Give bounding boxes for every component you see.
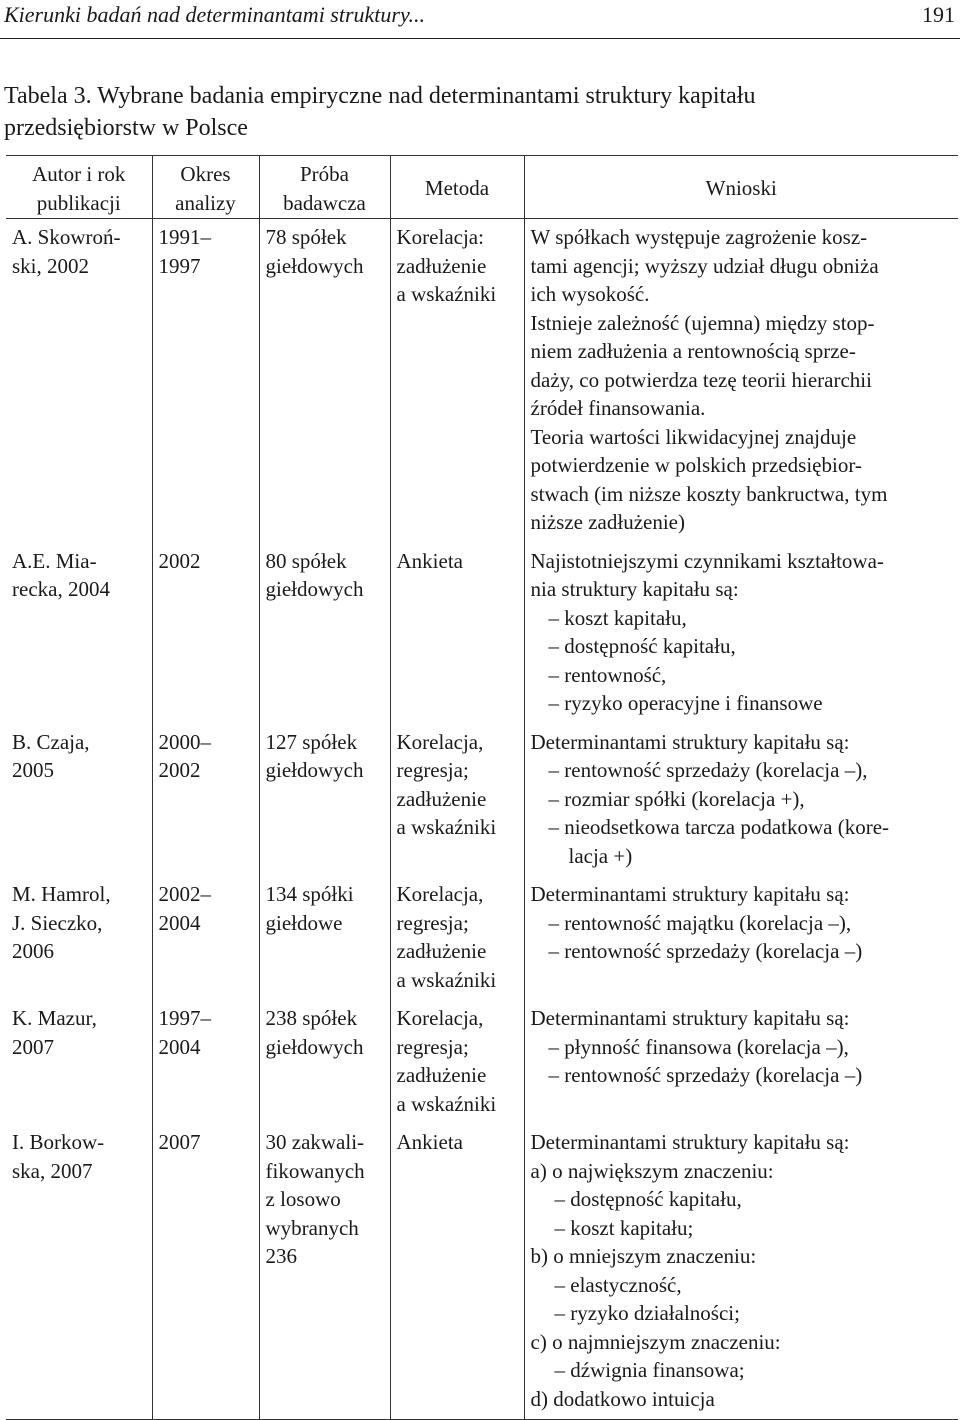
- header-period: [152, 156, 259, 219]
- period-cell: 2007: [152, 1124, 259, 1420]
- caption-line: przedsiębiorstw w Polsce: [4, 115, 248, 141]
- list-item: – elastyczność,: [531, 1271, 955, 1300]
- conclusions-cell: Determinantami struktury kapitału są: – rentowność sprzedaży (korelacja –), – rozmiar spółki (korelacja +), – nieodsetkowa tarcza podatkowa (kore- lacja +): [524, 724, 958, 877]
- conclusions-cell: W spółkach występuje zagrożenie kosz- tami agencji; wyższy udział długu obniża ich wysokość. Istnieje zależność (ujemna) między stop- niem zadłużenia a rentownością sprze- daży, co potwierdza tezę teorii hierarchii źródeł finansowania. Teoria wartości likwidacyjnej znajduje potwierdzenie w polskich przedsiębior- stwach (im niższe koszty bankructwa, tym niższe zadłużenie): [524, 219, 958, 543]
- header-line: Autor i rok: [32, 162, 126, 186]
- conclusions-cell: Determinantami struktury kapitału są: – rentowność majątku (korelacja –), – rentowność sprzedaży (korelacja –): [524, 876, 958, 1000]
- group-label: d) dodatkowo intuicja: [530, 1386, 715, 1411]
- period-cell: 2000– 2002: [152, 724, 259, 877]
- header-line: Próba: [300, 162, 349, 186]
- list-item: – rozmiar spółki (korelacja +),: [531, 785, 955, 814]
- author-cell: K. Mazur, 2007: [12, 1006, 97, 1059]
- method-cell: Korelacja, regresja; zadłużenie a wskaźniki: [390, 724, 524, 877]
- method-cell: Ankieta: [390, 1124, 524, 1420]
- list-item: – koszt kapitału;: [531, 1214, 955, 1243]
- table-row: [6, 724, 958, 877]
- sample-cell: 134 spółki giełdowe: [259, 876, 390, 1000]
- list-item: – rentowność sprzedaży (korelacja –),: [531, 756, 955, 785]
- group-label: b) o mniejszym znaczeniu:: [530, 1244, 757, 1268]
- table-row: [6, 1124, 958, 1420]
- sample-cell: 78 spółek giełdowych: [259, 219, 390, 543]
- list-item: – rentowność,: [531, 661, 955, 690]
- header-line: badawcza: [283, 190, 366, 215]
- header-conclusions: Wnioski: [524, 156, 958, 219]
- sample-cell: 238 spółek giełdowych: [259, 1000, 390, 1124]
- conclusions-cell: Determinantami struktury kapitału są: a) o największym znaczeniu: – dostępność kapitału, – koszt kapitału; b) o mniejszym znaczeniu: – elastyczność, – ryzyko działalności; c) o najmniejszym znaczeniu: – dźwignia finansowa; d) dodatkowo intuicja: [524, 1124, 958, 1420]
- list-item: – dostępność kapitału,: [531, 632, 955, 661]
- list-item: – dostępność kapitału,: [531, 1185, 955, 1214]
- sample-cell: 80 spółek giełdowych: [259, 543, 390, 724]
- conclusions-cell: Najistotniejszymi czynnikami kształtowa- nia struktury kapitału są: – koszt kapitału, – dostępność kapitału, – rentowność, – ryzyko operacyjne i finansowe: [524, 543, 958, 724]
- table-caption: [4, 80, 944, 144]
- period-cell: 1997– 2004: [152, 1000, 259, 1124]
- method-cell: Korelacja, regresja; zadłużenie a wskaźniki: [390, 876, 524, 1000]
- list-item: – rentowność sprzedaży (korelacja –): [531, 937, 955, 966]
- header-sample: [259, 156, 390, 219]
- period-cell: 2002– 2004: [152, 876, 259, 1000]
- research-table: [6, 155, 958, 1420]
- conclusions-cell: Determinantami struktury kapitału są: – płynność finansowa (korelacja –), – rentowność sprzedaży (korelacja –): [524, 1000, 958, 1124]
- running-header: [0, 0, 960, 39]
- header-line: analizy: [175, 190, 236, 215]
- author-cell: I. Borkow- ska, 2007: [6, 1124, 152, 1420]
- header-author: [6, 156, 152, 219]
- list-item: – rentowność majątku (korelacja –),: [531, 909, 955, 938]
- list-item: – ryzyko działalności;: [531, 1299, 955, 1328]
- group-label: a) o największym znaczeniu:: [530, 1158, 774, 1183]
- table-row: [6, 543, 958, 724]
- list-item: – płynność finansowa (korelacja –),: [531, 1033, 955, 1062]
- page-number: 191: [922, 2, 955, 27]
- list-item: – ryzyko operacyjne i finansowe: [531, 689, 955, 718]
- method-cell: Ankieta: [390, 543, 524, 724]
- header-line: Okres: [180, 162, 231, 186]
- period-cell: 2002: [152, 543, 259, 724]
- author-cell: A. Skowroń- ski, 2002: [12, 225, 121, 278]
- sample-cell: 127 spółek giełdowych: [259, 724, 390, 877]
- caption-line: Tabela 3. Wybrane badania empiryczne nad determinantami struktury kapitału: [4, 83, 756, 109]
- group-label: c) o najmniejszym znaczeniu:: [530, 1329, 781, 1354]
- method-cell: Korelacja, regresja; zadłużenie a wskaźniki: [390, 1000, 524, 1124]
- sample-cell: 30 zakwali- fikowanych z losowo wybranych 236: [259, 1124, 390, 1420]
- table-row: [6, 876, 958, 1000]
- header-line: publikacji: [36, 190, 121, 215]
- list-item-continuation: lacja +): [568, 843, 633, 868]
- period-cell: 1991– 1997: [152, 219, 259, 543]
- list-item: – nieodsetkowa tarcza podatkowa (kore-: [531, 813, 955, 842]
- running-title: Kierunki badań nad determinantami struktury...: [4, 2, 426, 27]
- author-cell: A.E. Mia- recka, 2004: [12, 548, 110, 601]
- header-method: Metoda: [390, 156, 524, 219]
- method-cell: Korelacja: zadłużenie a wskaźniki: [390, 219, 524, 543]
- table-row: [6, 219, 958, 543]
- table-row: [6, 1000, 958, 1124]
- list-item: – koszt kapitału,: [531, 604, 955, 633]
- author-cell: M. Hamrol, J. Sieczko, 2006: [12, 882, 111, 963]
- list-item: – rentowność sprzedaży (korelacja –): [531, 1061, 955, 1090]
- table-header-row: [6, 156, 958, 219]
- author-cell: B. Czaja, 2005: [12, 729, 90, 782]
- list-item: – dźwignia finansowa;: [531, 1356, 955, 1385]
